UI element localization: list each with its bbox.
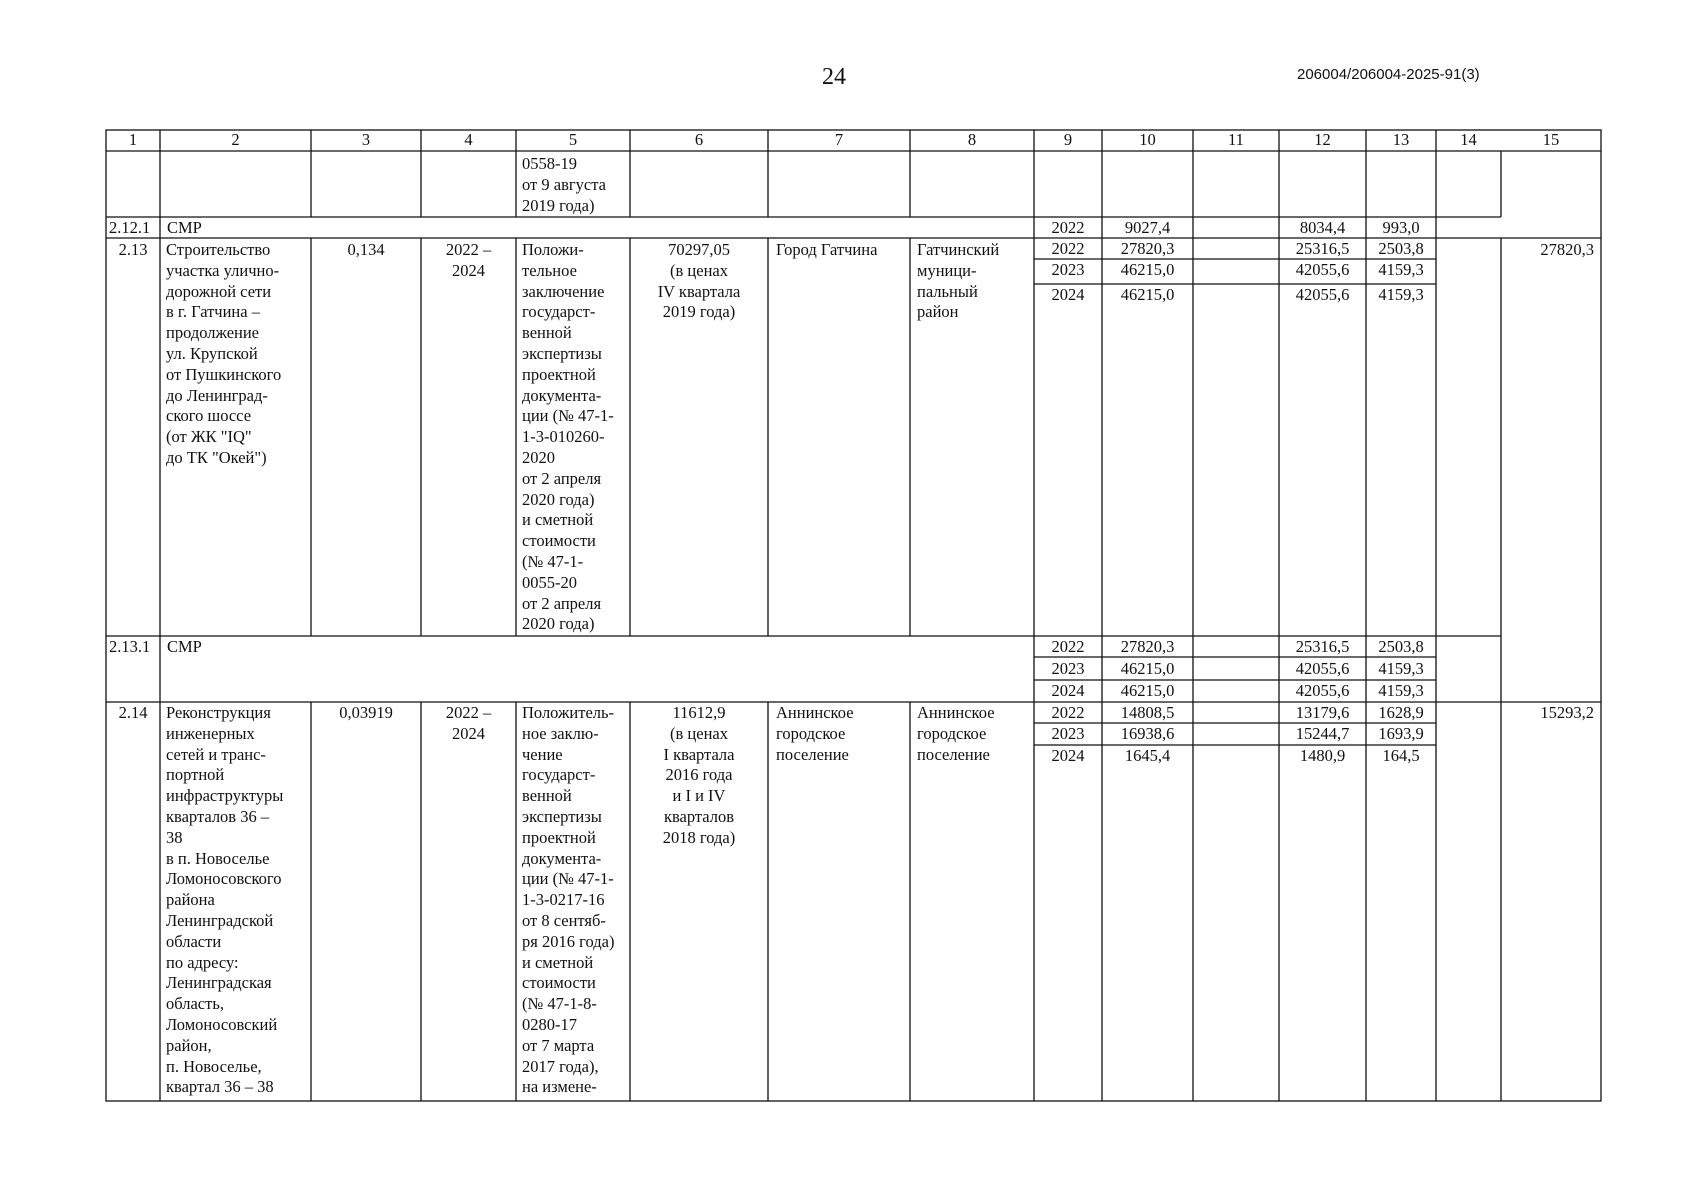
year-cell: 2022 [1051, 218, 1085, 237]
expertise-conclusion: Положи- тельное заключение государст- венной экспертизы проектной документа- ции (№ 47-1- 1-3-010260- 2020 от 2 апреля 2020 года) и сметной стоимости (№ 47-1- 0055-20 от 2 апреля 2020 года) [522, 240, 614, 634]
year-cell: 2022 [1051, 239, 1085, 258]
amount-cell-col13: 4159,3 [1378, 260, 1424, 279]
estimated-cost: 11612,9 (в ценах I квартала 2016 года и I и IV кварталов 2018 года) [662, 703, 736, 847]
document-code: 206004/206004-2025-91(3) [1297, 66, 1480, 83]
amount-cell-col12: 13179,6 [1295, 703, 1350, 722]
year-cell: 2022 [1051, 703, 1085, 722]
total-cell: 27820,3 [1540, 240, 1594, 259]
amount-cell-col13: 4159,3 [1378, 659, 1424, 678]
year-cell: 2024 [1051, 681, 1085, 700]
header-col-11: 11 [1228, 130, 1244, 149]
amount-cell-col12: 42055,6 [1295, 659, 1350, 678]
year-cell: 2022 [1051, 637, 1085, 656]
year-cell: 2024 [1051, 746, 1085, 765]
total-cell: 15293,2 [1540, 703, 1594, 722]
header-col-15: 15 [1542, 130, 1560, 149]
header-col-10: 10 [1139, 130, 1156, 149]
amount-cell-col13: 1628,9 [1378, 703, 1424, 722]
amount-cell-col13: 2503,8 [1378, 637, 1424, 656]
amount-cell-col13: 4159,3 [1378, 285, 1424, 304]
amount-cell-col10: 46215,0 [1120, 285, 1175, 304]
row-number: 2.14 [118, 703, 148, 722]
header-col-3: 3 [361, 130, 371, 149]
location-cell: Город Гатчина [776, 240, 878, 259]
amount-cell-col13: 4159,3 [1378, 681, 1424, 700]
municipality-cell: Гатчинский муници- пальный район [917, 240, 1000, 322]
amount-cell-col12: 15244,7 [1295, 724, 1350, 743]
expertise-conclusion: Положитель- ное заклю- чение государст- венной экспертизы проектной документа- ции (№ 47-1- 1-3-0217-16 от 8 сентяб- ря 2016 года) и сметной стоимости (№ 47-1-8- 0280-17 от 7 марта 2017 года), на измене- [522, 703, 615, 1097]
year-cell: 2024 [1051, 285, 1085, 304]
header-col-2: 2 [231, 130, 240, 149]
amount-cell-col12: 42055,6 [1295, 681, 1350, 700]
period-cell: 2022 – 2024 [445, 240, 492, 280]
municipality-cell: Аннинское городское поселение [917, 703, 995, 764]
location-cell: Аннинское городское поселение [776, 703, 854, 764]
object-name: Строительство участка улично- дорожной сети в г. Гатчина – продолжение ул. Крупской от Пушкинского до Ленинград- ского шоссе (от ЖК "IQ" до ТК "Окей") [166, 240, 282, 467]
amount-cell-col10: 46215,0 [1120, 659, 1175, 678]
amount-cell-col12: 8034,4 [1299, 218, 1346, 237]
amount-cell-col10: 16938,6 [1120, 724, 1175, 743]
amount-cell-col10: 46215,0 [1120, 681, 1175, 700]
amount-cell-col10: 14808,5 [1120, 703, 1175, 722]
header-col-5: 5 [568, 130, 578, 149]
amount-cell-col13: 2503,8 [1378, 239, 1424, 258]
estimated-cost: 70297,05 (в ценах IV квартала 2019 года) [657, 240, 741, 322]
capacity-cell: 0,134 [347, 240, 385, 259]
amount-cell-col12: 42055,6 [1295, 260, 1350, 279]
amount-cell-col12: 25316,5 [1295, 637, 1350, 656]
page-number: 24 [822, 64, 846, 90]
header-col-1: 1 [128, 130, 138, 149]
smr-label: СМР [167, 637, 202, 656]
amount-cell-col13: 164,5 [1382, 746, 1420, 765]
header-col-13: 13 [1392, 130, 1410, 149]
amount-cell-col10: 27820,3 [1120, 239, 1175, 258]
header-col-12: 12 [1314, 130, 1331, 149]
amount-cell-col12: 25316,5 [1295, 239, 1350, 258]
amount-cell-col10: 27820,3 [1120, 637, 1175, 656]
amount-cell-col12: 1480,9 [1299, 746, 1346, 765]
header-col-4: 4 [464, 130, 473, 149]
year-cell: 2023 [1051, 260, 1085, 279]
header-col-8: 8 [967, 130, 977, 149]
header-col-14: 14 [1460, 130, 1477, 149]
year-cell: 2023 [1051, 659, 1085, 678]
object-name: Реконструкция инженерных сетей и транс- портной инфраструктуры кварталов 36 – 38 в п. Новоселье Ломоносовского района Ленинградской области по адресу: Ленинградская область, Ломоносовский район, п. Новоселье, квартал 36 – 38 [166, 703, 284, 1097]
amount-cell-col12: 42055,6 [1295, 285, 1350, 304]
period-cell: 2022 – 2024 [445, 703, 492, 743]
continuation-cell-text: 0558-19 от 9 августа 2019 года) [522, 154, 606, 215]
row-number: 2.13 [118, 240, 148, 259]
amount-cell-col10: 1645,4 [1124, 746, 1171, 765]
amount-cell-col13: 1693,9 [1378, 724, 1424, 743]
header-col-6: 6 [694, 130, 704, 149]
smr-label: СМР [167, 218, 202, 237]
amount-cell-col13: 993,0 [1382, 218, 1420, 237]
row-number: 2.13.1 [109, 637, 151, 656]
capacity-cell: 0,03919 [339, 703, 393, 722]
year-cell: 2023 [1051, 724, 1085, 743]
header-col-9: 9 [1063, 130, 1073, 149]
amount-cell-col10: 9027,4 [1124, 218, 1171, 237]
amount-cell-col10: 46215,0 [1120, 260, 1175, 279]
header-col-7: 7 [834, 130, 844, 149]
row-number: 2.12.1 [109, 218, 151, 237]
